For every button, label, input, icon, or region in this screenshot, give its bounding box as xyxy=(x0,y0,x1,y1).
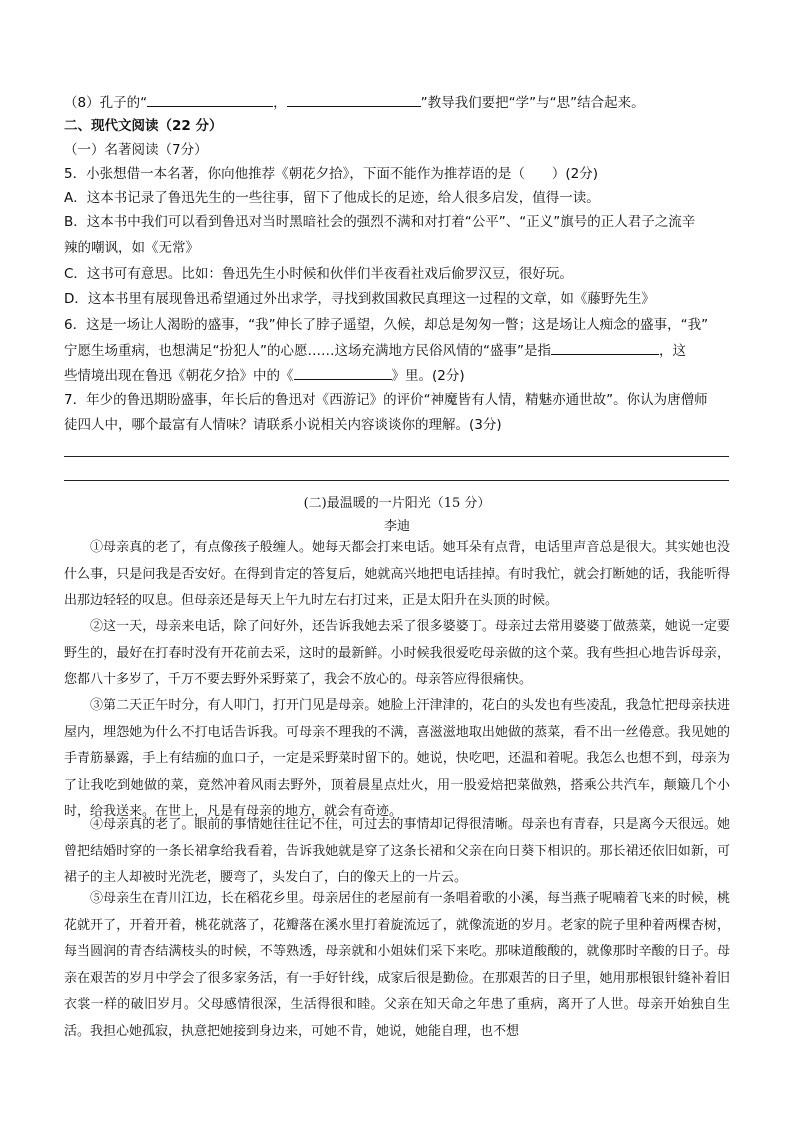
question-5-option-a: A．这本书记录了鲁迅先生的一些往事，留下了他成长的足迹，给人很多启发，值得一读。 xyxy=(64,190,600,206)
section-2-title: 二、现代文阅读（22 分） xyxy=(64,118,223,134)
question-6-line-3 xyxy=(64,365,465,386)
q6-text-3-tail: 》里。(2分) xyxy=(391,368,465,384)
question-8 xyxy=(64,92,645,113)
article-author: 李迪 xyxy=(383,519,410,534)
article-paragraph-1: ①母亲真的老了，有点像孩子般缠人。她每天都会打来电话。她耳朵有点背，电话里声音总是很大。其实她也没什么事，只是问我是否安好。在得到肯定的答复后，她就高兴地把电话挂掉。有时我忙，就会打断她的话，我能听得出那边轻轻的叹息。但母亲还是每天上午九时左右打过来，正是太阳升在头顶的时候。 xyxy=(64,540,730,609)
q6-text: 宁愿生场重病，也想满足“扮犯人”的心愿……这场充满地方民俗风情的“盛事”是指 xyxy=(64,343,551,359)
article-paragraph-4: ④母亲真的老了。眼前的事情她往往记不住，可过去的事情却记得很清晰。母亲也有青春，只是离今天很远。她曾把结婚时穿的一条长裙拿给我看着，告诉我她就是穿了这条长裙和父亲在向日葵下相识的。那长裙还依旧如新，可裙子的主人却被时光洗老，腰弯了，头发白了，白的像天上的一片云。 xyxy=(64,817,730,886)
q8-text-start: （8）孔子的“ xyxy=(64,95,148,111)
article-title: (二)最温暖的一片阳光（15 分） xyxy=(303,496,491,511)
question-5-option-b-line-1: B．这本书中我们可以看到鲁迅对当时黑暗社会的强烈不满和对打着“公平”、“正义”旗号的正人君子之流辛 xyxy=(64,214,696,230)
q8-answer-blank-2[interactable] xyxy=(287,92,421,107)
article-paragraph-5: ⑤母亲生在青川江边，长在稻花乡里。母亲居住的老屋前有一条唱着歌的小溪，每当燕子呢喃着飞来的时候，桃花就开了，开着开着，桃花就落了，花瓣落在溪水里打着旋流远了，就像流逝的岁月。老家的院子里种着两棵杏树，每当圆润的青杏结满枝头的时候，不等熟透，母亲就和小姐妹们采下来吃。那味道酸酸的，就像那时辛酸的日子。母亲在艰苦的岁月中学会了很多家务活，有一手好针线，成家后很是勤俭。在那艰苦的日子里，她用那根银针缝补着旧衣裳一样的破旧岁月。父母感情很深，生活得很和睦。父亲在知天命之年患了重病，离开了人世。母亲开始独自生活。我担心她孤寂，执意把她接到身边来，可她不肯，她说，她能自理，也不想 xyxy=(64,891,730,1039)
question-7-line-1: 7．年少的鲁迅期盼盛事，年长后的鲁迅对《西游记》的评价“神魔皆有人情，精魅亦通世故”。你认为唐僧师 xyxy=(64,392,708,408)
question-6-line-1: 6．这是一场让人渴盼的盛事，“我”伸长了脖子遥望，久候，却总是匆匆一瞥；这是场让人痴念的盛事，“我” xyxy=(64,317,709,333)
article-paragraph-3: ③第二天正午时分，有人叩门，打开门见是母亲。她脸上汗津津的，花白的头发也有些凌乱，我急忙把母亲扶进屋内，埋怨她为什么不打电话告诉我。可母亲不理我的不满，喜滋滋地取出她做的蒸菜，看不出一丝倦意。我见她的手青筋暴露，手上有结痂的血口子，一定是采野菜时留下的。她说，快吃吧，还温和着呢。我怎么也想不到，母亲为了让我吃到她做的菜，竟然冲着风雨去野外，顶着晨星点灶火，用一股爱焙把菜做熟，搭乘公共汽车，颠簸几个小时，给我送来。在世上，凡是有母亲的地方，就会有奇迹。 xyxy=(64,698,730,820)
subsection-1-title: （一）名著阅读（7分） xyxy=(64,142,208,158)
q6-text-3: 些情境出现在鲁迅《朝花夕拾》中的《 xyxy=(64,368,294,384)
q6-answer-blank-2[interactable] xyxy=(294,365,392,380)
q8-answer-blank-1[interactable] xyxy=(147,92,273,107)
question-5-option-d: D．这本书里有展现鲁迅希望通过外出求学，寻找到救国救民真理这一过程的文章，如《藤野先生》 xyxy=(64,291,655,307)
q6-text-tail: ，这 xyxy=(658,343,686,359)
question-5-stem: 5．小张想借一本名著，你向他推荐《朝花夕拾》，下面不能作为推荐语的是（ ）(2分) xyxy=(64,166,598,182)
article-paragraph-2: ②这一天，母亲来电话，除了问好外，还告诉我她去采了很多婆婆丁。母亲过去常用婆婆丁做蒸菜，她说一定要野生的，最好在打春时没有开花前去采，这时的最新鲜。小时候我很爱吃母亲做的这个菜。我有些担心地告诉母亲，您都八十多岁了，千万不要去野外采野菜了，我会不放心的。母亲答应得很痛快。 xyxy=(64,619,730,688)
q8-text-end: ”教导我们要把“学”与“思”结合起来。 xyxy=(420,95,645,111)
q6-answer-blank-1[interactable] xyxy=(551,340,659,355)
answer-line-1[interactable] xyxy=(64,456,729,457)
question-5-option-c: C．这书可有意思。比如：鲁迅先生小时候和伙伴们半夜看社戏后偷罗汉豆，很好玩。 xyxy=(64,266,573,282)
answer-line-2[interactable] xyxy=(64,480,729,481)
q8-comma: ， xyxy=(273,95,287,111)
question-6-line-2 xyxy=(64,340,686,361)
question-7-line-2: 徒四人中，哪个最富有人情味？请联系小说相关内容谈谈你的理解。(3分) xyxy=(64,417,502,433)
question-5-option-b-line-2: 辣的嘲讽，如《无常》 xyxy=(64,240,199,256)
